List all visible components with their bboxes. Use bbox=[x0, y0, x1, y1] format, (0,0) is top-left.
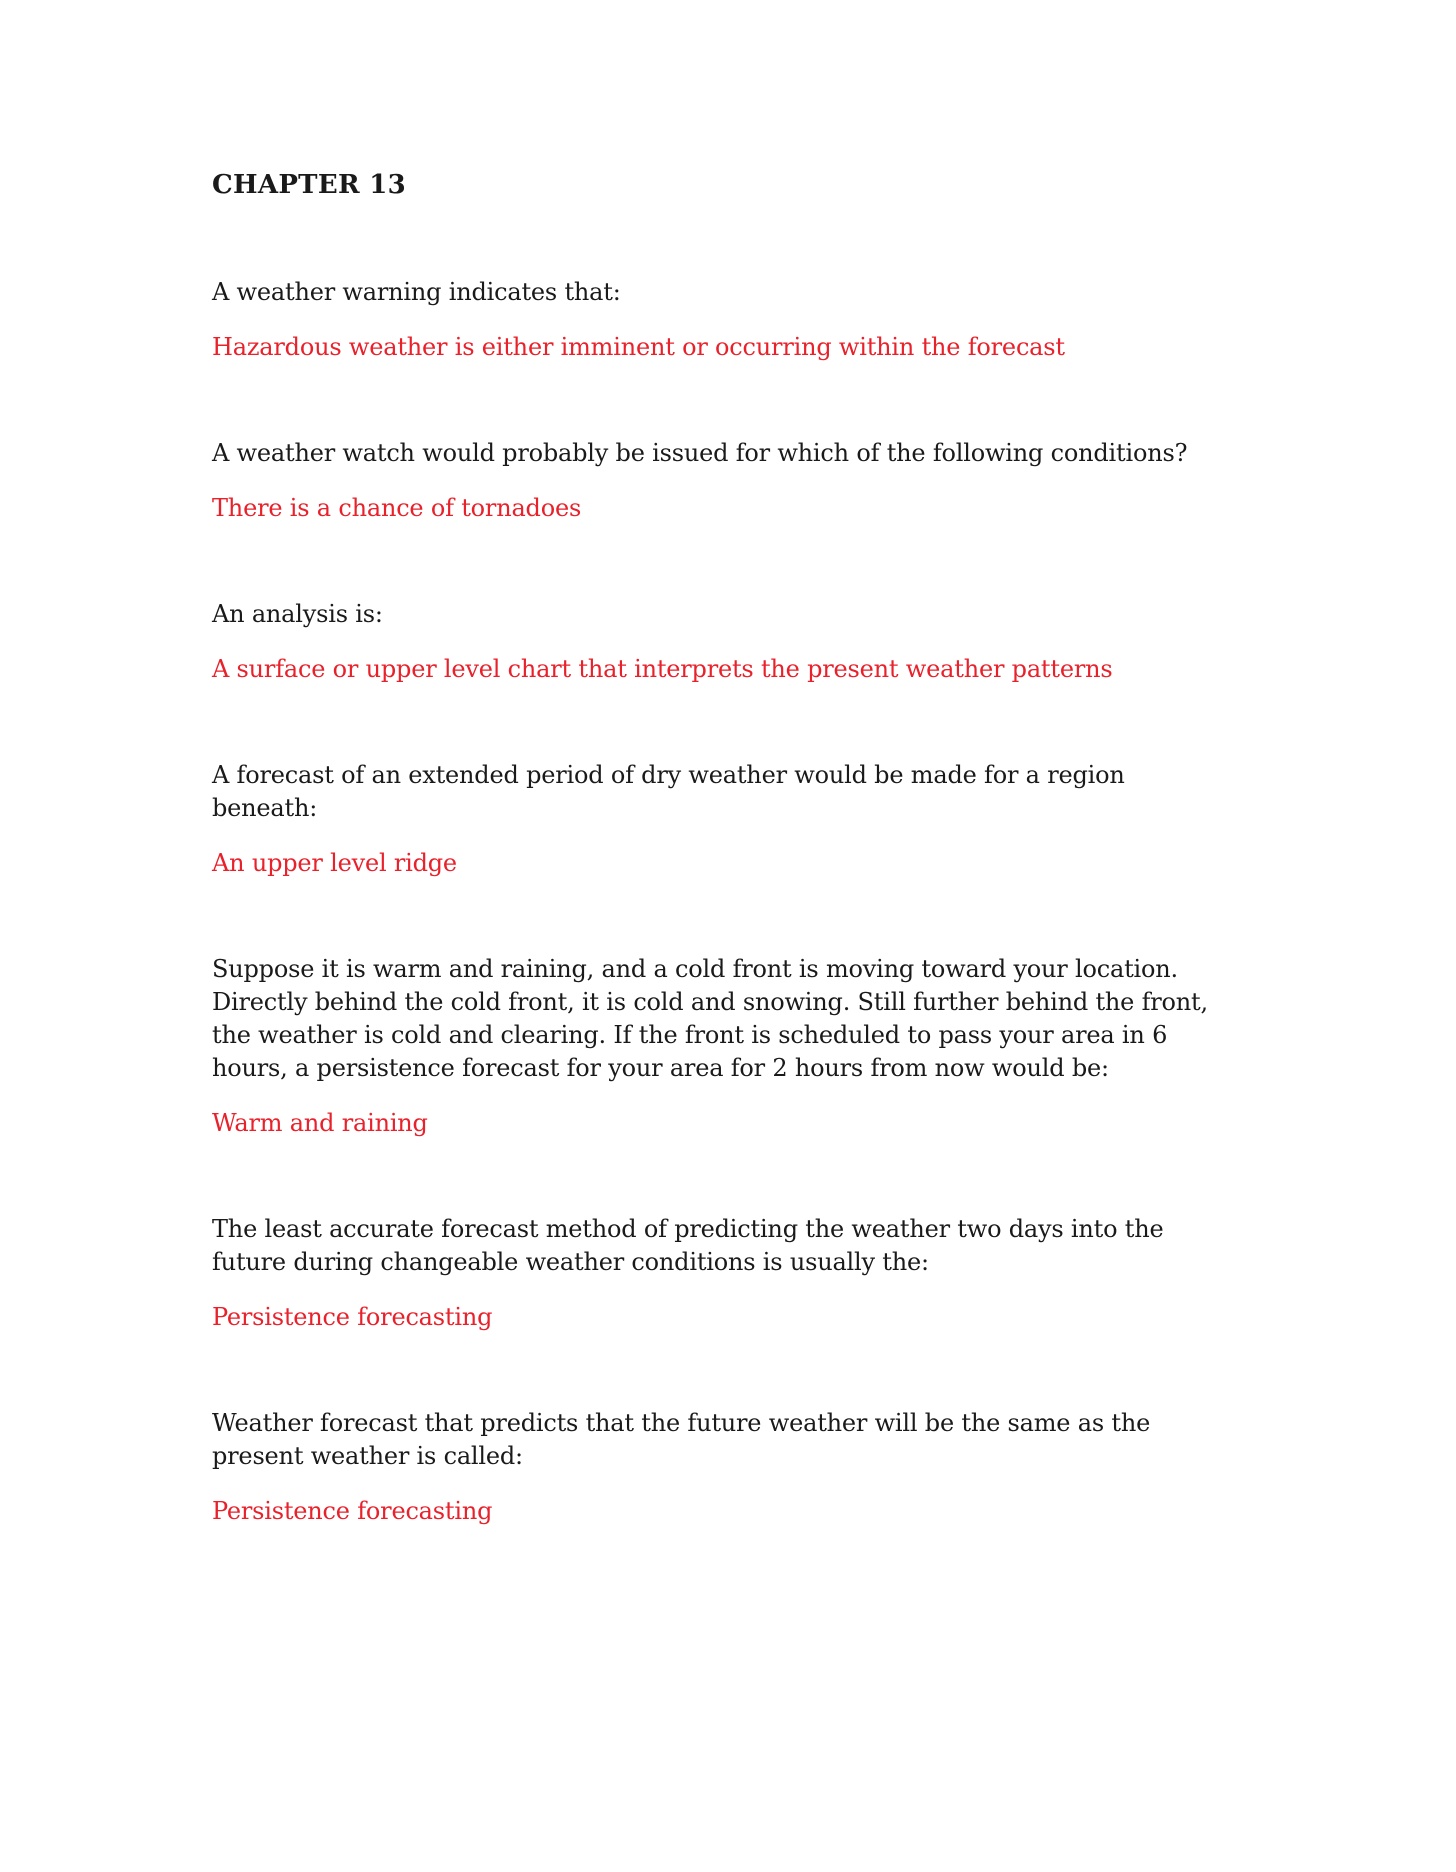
answer-text: A surface or upper level chart that interprets the present weather patterns bbox=[212, 655, 1113, 683]
answer-text: An upper level ridge bbox=[212, 849, 457, 877]
question-text: The least accurate forecast method of predicting the weather two days into the future during changeable weather conditions is usually the: bbox=[212, 1215, 1164, 1276]
qa-item-7 bbox=[212, 1407, 1222, 1528]
answer-text: Persistence forecasting bbox=[212, 1303, 493, 1331]
question-text: A weather watch would probably be issued for which of the following conditions? bbox=[212, 439, 1188, 467]
question-text: A weather warning indicates that: bbox=[212, 278, 621, 306]
question-text: A forecast of an extended period of dry weather would be made for a region beneath: bbox=[212, 761, 1125, 822]
answer-text: Warm and raining bbox=[212, 1109, 428, 1137]
document-page bbox=[212, 168, 1222, 1601]
qa-item-4 bbox=[212, 759, 1222, 880]
answer-text: Persistence forecasting bbox=[212, 1497, 493, 1525]
qa-item-5 bbox=[212, 953, 1222, 1140]
qa-item-3 bbox=[212, 598, 1222, 686]
question-text: Suppose it is warm and raining, and a cold front is moving toward your location. Directly behind the cold front, it is cold and snowing. Still further behind the front, the weather is cold and clearing. If the front is scheduled to pass your area in 6 hours, a persistence forecast for your area for 2 hours from now would be: bbox=[212, 955, 1208, 1082]
question-text: Weather forecast that predicts that the future weather will be the same as the present weather is called: bbox=[212, 1409, 1151, 1470]
qa-item-6 bbox=[212, 1213, 1222, 1334]
question-text: An analysis is: bbox=[212, 600, 383, 628]
chapter-title: CHAPTER 13 bbox=[212, 170, 406, 200]
qa-item-1 bbox=[212, 276, 1222, 364]
answer-text: Hazardous weather is either imminent or occurring within the forecast bbox=[212, 333, 1065, 361]
qa-item-2 bbox=[212, 437, 1222, 525]
answer-text: There is a chance of tornadoes bbox=[212, 494, 582, 522]
